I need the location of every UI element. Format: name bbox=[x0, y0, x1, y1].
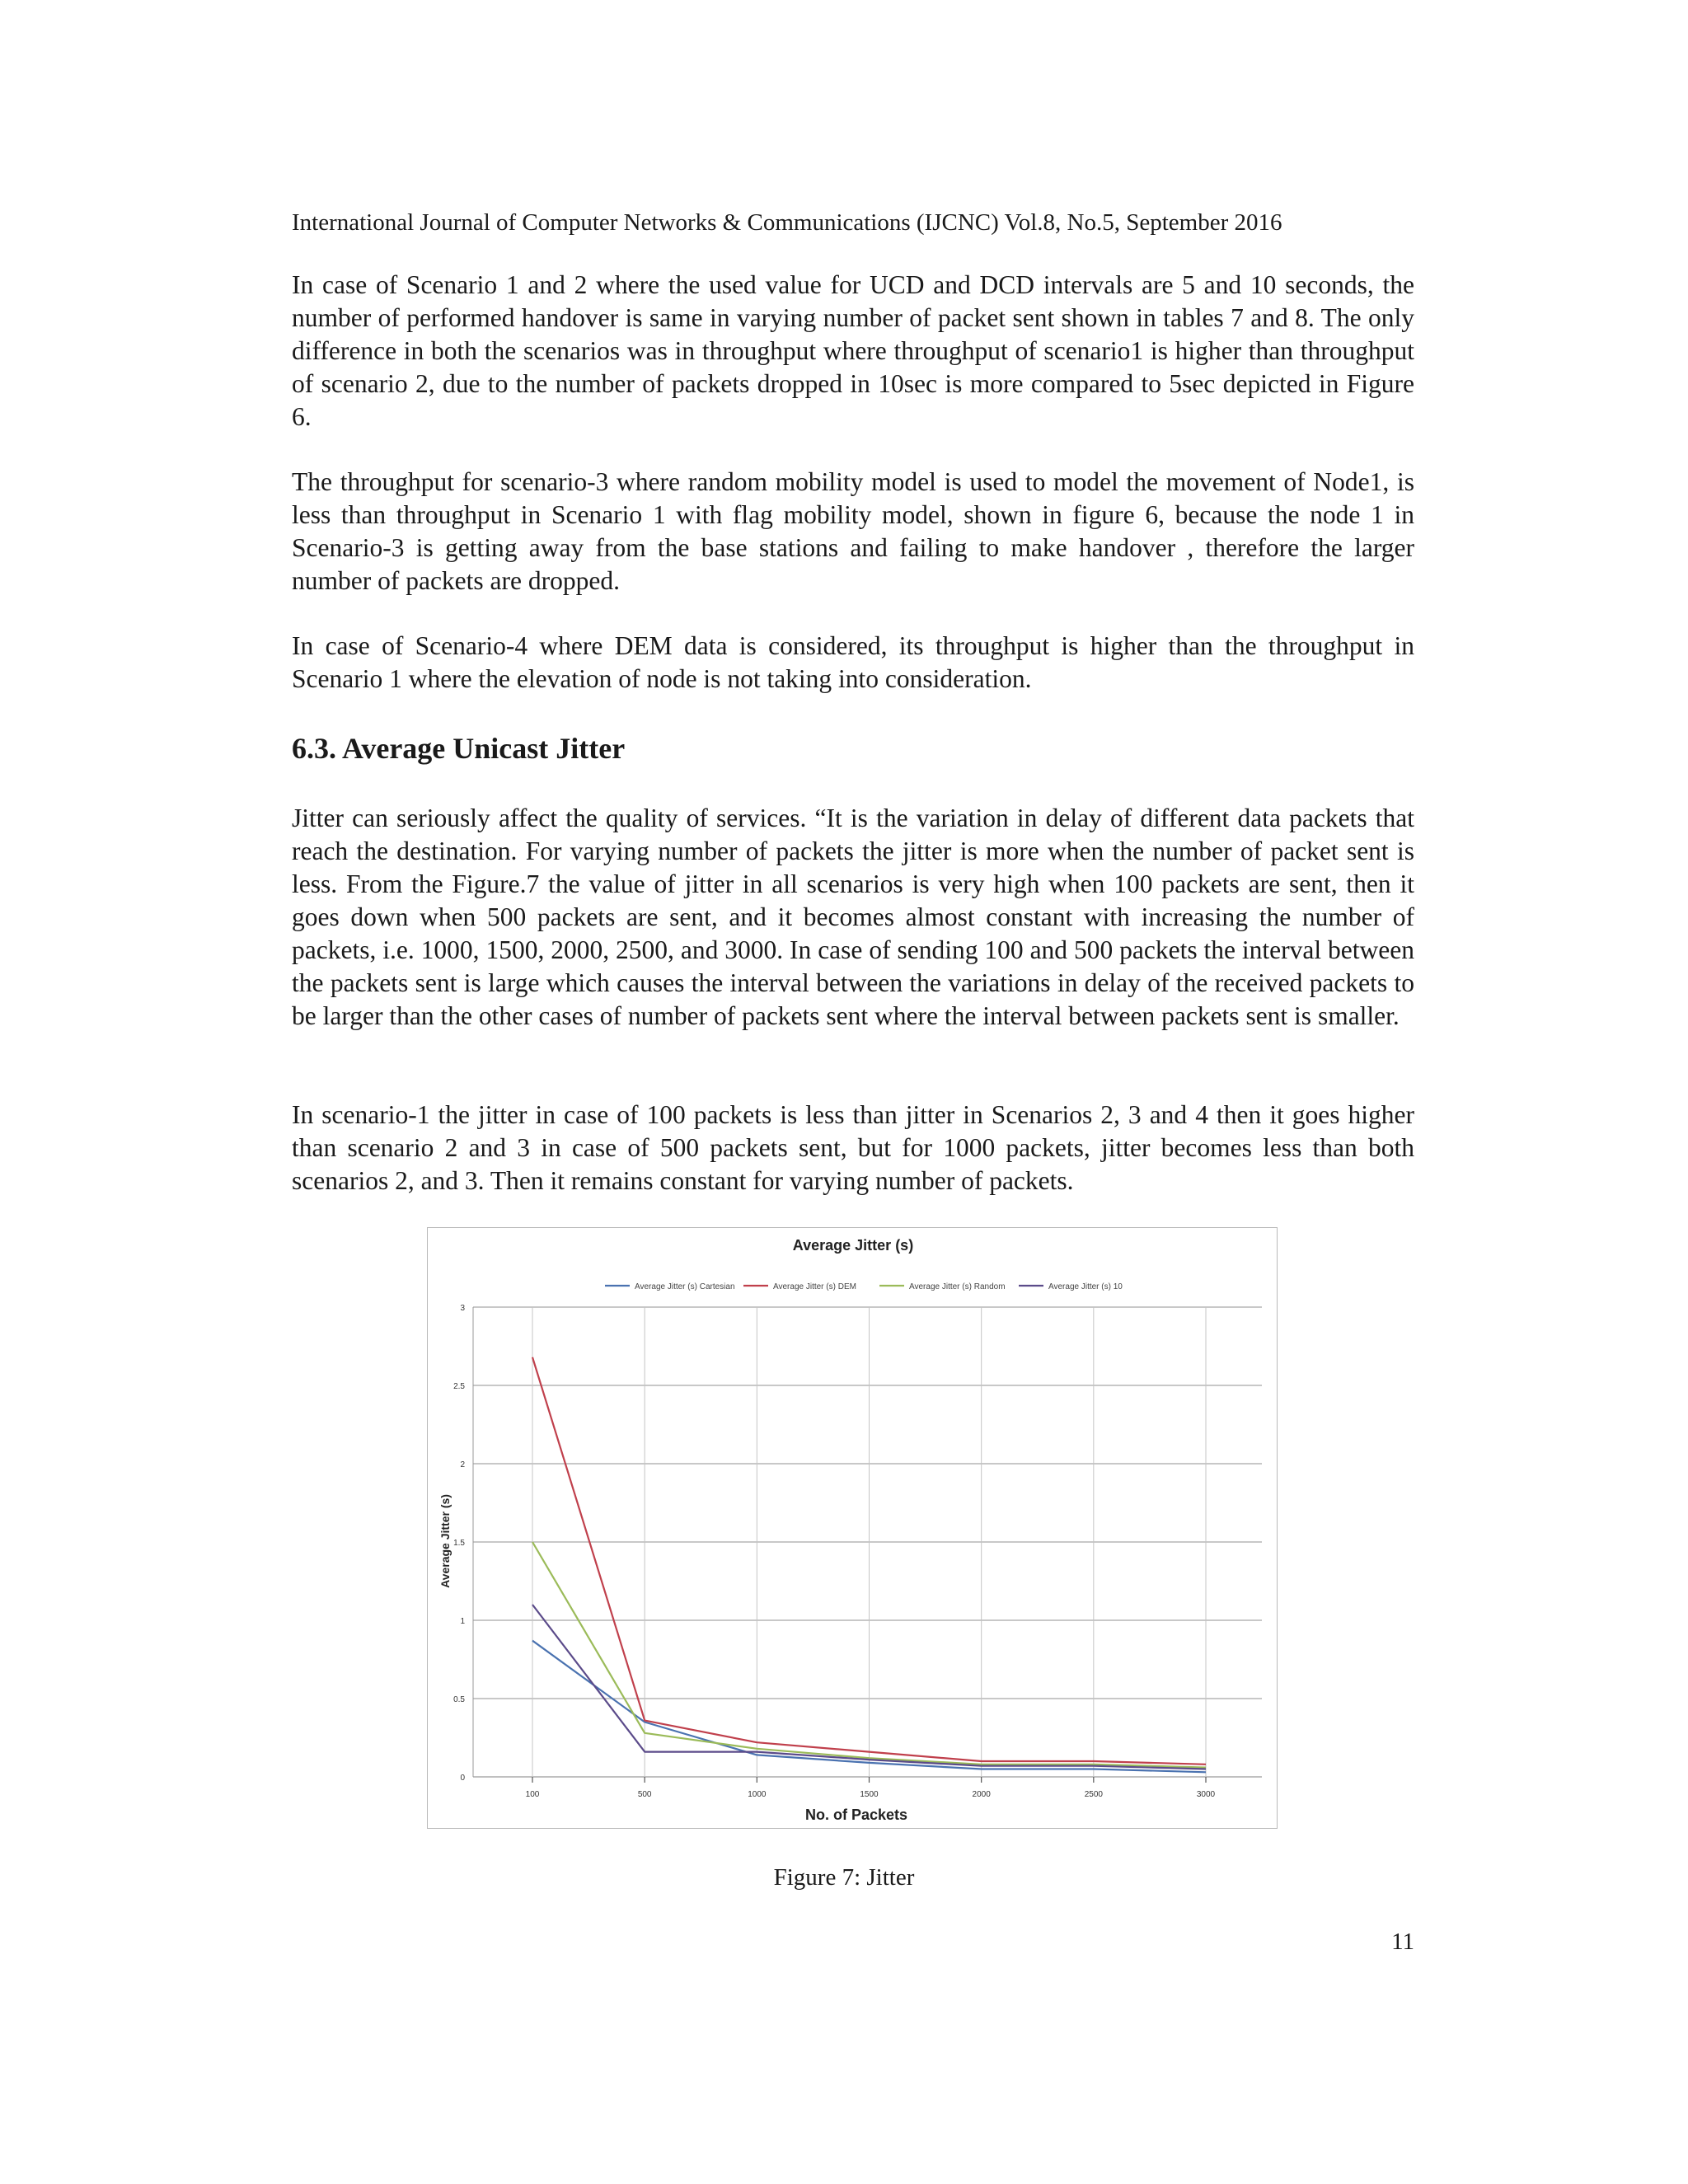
body-paragraph-5: In scenario-1 the jitter in case of 100 packets is less than jitter in Scenarios 2, 3 and 4 then it goes higher than scenario 2 and 3 in case of 500 packets sent, but for 1000 packets, jitter becomes less than both scenarios 2, and 3. Then it remains constant for varying number of packets. bbox=[292, 1100, 1414, 1195]
y-tick-label: 1.5 bbox=[453, 1539, 465, 1548]
y-tick-label: 1 bbox=[460, 1617, 465, 1626]
jitter-chart bbox=[427, 1227, 1278, 1829]
body-paragraph-4: Jitter can seriously affect the quality of services. “It is the variation in delay of different data packets that reach the destination. For varying number of packets the jitter is more when the number of packet sent is less. From the Figure.7 the value of jitter in all scenarios is very high when 100 packets are sent, then it goes down when 500 packets are sent, and it becomes almost constant with increasing the number of packets, i.e. 1000, 1500, 2000, 2500, and 3000. In case of sending 100 and 500 packets the interval between the packets sent is large which causes the interval between the variations in delay of the received packets to be larger than the other cases of number of packets sent where the interval between packets sent is smaller. bbox=[292, 804, 1414, 1030]
section-heading: 6.3. Average Unicast Jitter bbox=[292, 732, 626, 765]
y-tick-label: 3 bbox=[460, 1304, 465, 1313]
y-tick-label: 0 bbox=[460, 1774, 465, 1783]
legend-entry: Average Jitter (s) DEM bbox=[773, 1282, 856, 1291]
chart-canvas bbox=[428, 1228, 1278, 1830]
legend-entry: Average Jitter (s) Cartesian bbox=[635, 1282, 735, 1291]
chart-gridlines bbox=[473, 1307, 1262, 1777]
x-tick-label: 500 bbox=[637, 1790, 652, 1799]
running-header: International Journal of Computer Networks & Communications (IJCNC) Vol.8, No.5, September 2016 bbox=[292, 209, 1282, 236]
x-tick-label: 2500 bbox=[1084, 1790, 1103, 1799]
page-number: 11 bbox=[1391, 1929, 1414, 1955]
x-tick-label: 1000 bbox=[748, 1790, 767, 1799]
legend-entry: Average Jitter (s) 10 bbox=[1048, 1282, 1123, 1291]
y-axis-label: Average Jitter (s) bbox=[438, 1494, 452, 1588]
x-tick-label: 100 bbox=[525, 1790, 540, 1799]
y-tick-label: 2.5 bbox=[453, 1382, 465, 1391]
figure-caption: Figure 7: Jitter bbox=[773, 1864, 915, 1891]
y-tick-label: 0.5 bbox=[453, 1695, 465, 1704]
body-paragraph-3: In case of Scenario-4 where DEM data is considered, its throughput is higher than the throughput in Scenario 1 where the elevation of node is not taking into consideration. bbox=[292, 631, 1414, 693]
legend-entry: Average Jitter (s) Random bbox=[909, 1282, 1006, 1291]
x-tick-label: 2000 bbox=[972, 1790, 991, 1799]
x-axis-ticks bbox=[526, 1777, 1216, 1799]
x-tick-label: 3000 bbox=[1196, 1790, 1216, 1799]
y-axis-ticks bbox=[453, 1304, 465, 1783]
chart-title: Average Jitter (s) bbox=[792, 1237, 914, 1254]
chart-legend bbox=[605, 1282, 1123, 1291]
y-tick-label: 2 bbox=[460, 1460, 465, 1469]
x-axis-label: No. of Packets bbox=[804, 1807, 908, 1823]
body-paragraph-1: In case of Scenario 1 and 2 where the used value for UCD and DCD intervals are 5 and 10 seconds, the number of performed handover is same in varying number of packet sent shown in tables 7 and 8. The only difference in both the scenarios was in throughput where throughput of scenario1 is higher than throughput of scenario 2, due to the number of packets dropped in 10sec is more compared to 5sec depicted in Figure 6. bbox=[292, 270, 1414, 431]
body-paragraph-2: The throughput for scenario-3 where random mobility model is used to model the movement of Node1, is less than throughput in Scenario 1 with flag mobility model, shown in figure 6, because the node 1 in Scenario-3 is getting away from the base stations and failing to make handover , therefore the larger number of packets are dropped. bbox=[292, 467, 1414, 595]
x-tick-label: 1500 bbox=[860, 1790, 879, 1799]
